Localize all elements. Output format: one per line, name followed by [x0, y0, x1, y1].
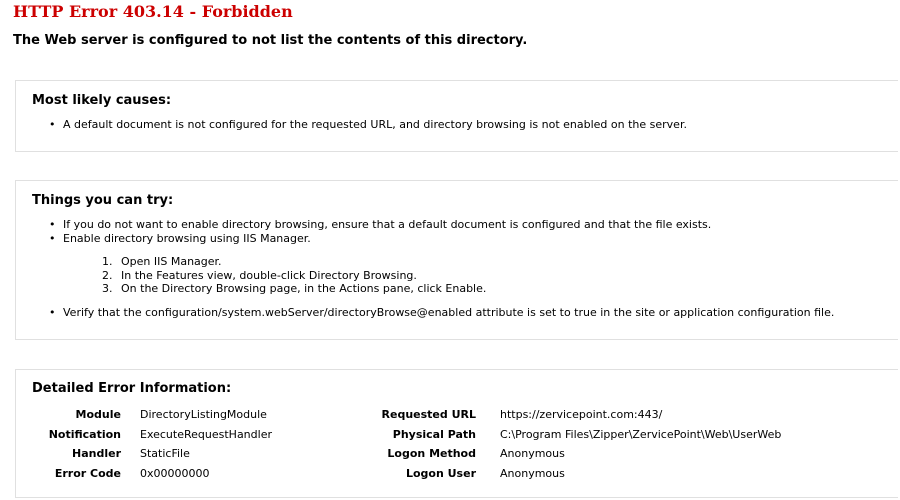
bullet-icon: •	[49, 218, 56, 231]
bullet-icon: •	[49, 306, 56, 319]
cause-item	[49, 118, 687, 132]
try-item	[49, 306, 835, 320]
module-label: Module	[75, 408, 121, 421]
try-text: Verify that the configuration/system.webServer/directoryBrowse@enabled attribute is set to true in the site or application configuration file.	[63, 306, 835, 319]
try-item	[49, 232, 311, 246]
requested-url-label: Requested URL	[381, 408, 476, 421]
try-step	[102, 282, 487, 296]
try-heading: Things you can try:	[32, 193, 174, 208]
try-text: If you do not want to enable directory browsing, ensure that a default document is configured and that the file exists.	[63, 218, 712, 231]
logon-method-label: Logon Method	[387, 447, 476, 460]
logon-method-value: Anonymous	[500, 447, 565, 460]
error-title: HTTP Error 403.14 - Forbidden	[13, 2, 293, 21]
notification-value: ExecuteRequestHandler	[140, 428, 272, 441]
bullet-icon: •	[49, 232, 56, 245]
step-number: 1.	[102, 255, 113, 268]
step-number: 2.	[102, 269, 113, 282]
logon-user-value: Anonymous	[500, 467, 565, 480]
cause-text: A default document is not configured for the requested URL, and directory browsing is not enabled on the server.	[63, 118, 687, 131]
notification-label: Notification	[48, 428, 121, 441]
step-text: On the Directory Browsing page, in the Actions pane, click Enable.	[121, 282, 487, 295]
detail-heading: Detailed Error Information:	[32, 381, 232, 396]
module-value: DirectoryListingModule	[140, 408, 267, 421]
step-number: 3.	[102, 282, 113, 295]
physical-path-value: C:\Program Files\Zipper\ZervicePoint\Web\UserWeb	[500, 428, 782, 441]
handler-label: Handler	[72, 447, 121, 460]
causes-panel	[15, 80, 898, 152]
try-panel	[15, 180, 898, 340]
step-text: Open IIS Manager.	[121, 255, 222, 268]
try-text: Enable directory browsing using IIS Manager.	[63, 232, 311, 245]
try-item	[49, 218, 712, 232]
handler-value: StaticFile	[140, 447, 190, 460]
causes-heading: Most likely causes:	[32, 93, 172, 108]
requested-url-value: https://zervicepoint.com:443/	[500, 408, 663, 421]
error-subtitle: The Web server is configured to not list the contents of this directory.	[13, 33, 528, 48]
logon-user-label: Logon User	[405, 467, 476, 480]
error-code-value: 0x00000000	[140, 467, 210, 480]
try-step	[102, 269, 417, 283]
try-step	[102, 255, 222, 269]
bullet-icon: •	[49, 118, 56, 131]
detail-panel	[15, 369, 898, 498]
error-code-label: Error Code	[54, 467, 121, 480]
step-text: In the Features view, double-click Directory Browsing.	[121, 269, 417, 282]
physical-path-label: Physical Path	[392, 428, 476, 441]
